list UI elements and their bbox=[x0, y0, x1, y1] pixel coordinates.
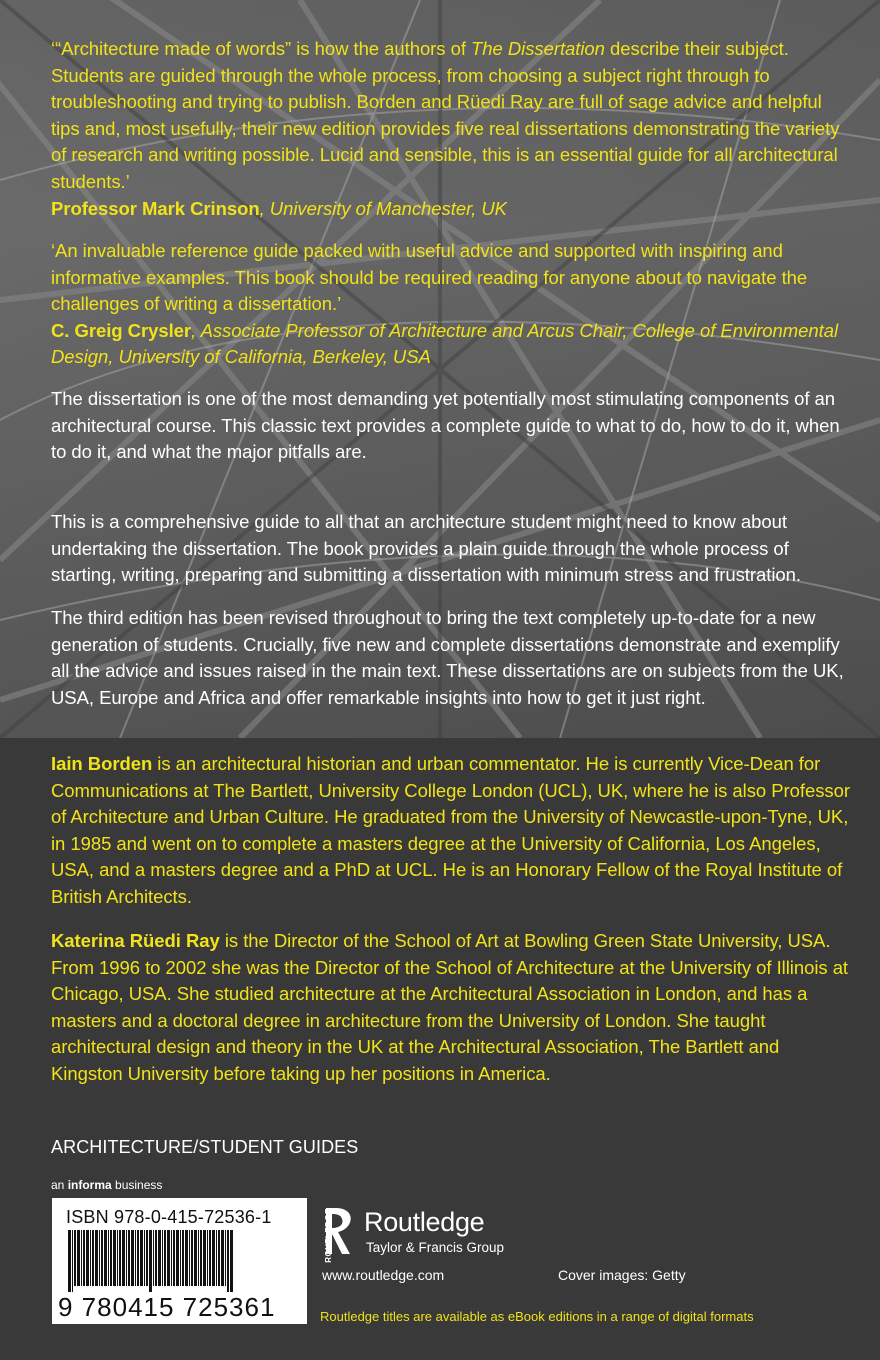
author-name: Katerina Rüedi Ray bbox=[51, 930, 220, 951]
cover-image-credits: Cover images: Getty bbox=[558, 1267, 686, 1283]
author-bio-text: is the Director of the School of Art at Bowling Green State University, USA. From 1996 to 2002 she was the Director of the School of Architecture at the University of Illinois at Chicago, USA. She studied architecture at the Architectural Association in London, and has a masters and a doctoral degree in architecture from the University of London. She taught architectural design and theory in the UK at the Architectural Association, The Bartlett and Kingston University before taking up her positions in America. bbox=[51, 930, 849, 1084]
description-paragraph-1: The dissertation is one of the most demanding yet potentially most stimulating components of an architectural course. This classic text provides a complete guide to what to do, how to do it, when to do it, and what the major pitfalls are. bbox=[51, 388, 840, 463]
subject-category: ARCHITECTURE/STUDENT GUIDES bbox=[51, 1137, 359, 1157]
description-paragraph-2: This is a comprehensive guide to all that an architecture student might need to know about undertaking the dissertation. The book provides a plain guide through the whole process of starting, writing, preparing and submitting a dissertation with minimum stress and frustration. bbox=[51, 511, 801, 586]
quote-text-start: ‘“Architecture made of words” is how the authors of bbox=[51, 38, 472, 59]
quote-text: ‘An invaluable reference guide packed with useful advice and supported with inspiring and informative examples. This book should be required reading for anyone about to navigate the challenges of writing a dissertation.’ bbox=[51, 240, 808, 315]
barcode-icon bbox=[68, 1230, 290, 1292]
informa-post: business bbox=[111, 1178, 163, 1192]
description-paragraph-3: The third edition has been revised throughout to bring the text completely up-to-date for a new generation of students. Crucially, five new and complete dissertations demonstrate and exemplify all the advice and issues raised in the main text. These dissertations are on subjects from the UK, USA, Europe and Africa and offer remarkable insights into how to get it just right. bbox=[51, 607, 844, 708]
author-bio-text: is an architectural historian and urban commentator. He is currently Vice-Dean for Communications at The Bartlett, University College London (UCL), UK, where he is also Professor of Architecture and Urban Culture. He graduated from the University of Newcastle-upon-Tyne, UK, in 1985 and went on to complete a masters degree at the University of California, Los Angeles, USA, and a masters degree and a PhD at UCL. He is an Honorary Fellow of the Royal Institute of British Architects. bbox=[51, 753, 850, 907]
informa-pre: an bbox=[51, 1178, 68, 1192]
quote-author: Professor Mark Crinson bbox=[51, 197, 260, 219]
author-bio-borden bbox=[51, 751, 851, 911]
informa-business-tag bbox=[51, 1178, 162, 1192]
quote-affiliation: , University of Manchester, UK bbox=[259, 197, 507, 219]
quote-author: C. Greig Crysler bbox=[51, 319, 192, 341]
publisher-name: Routledge bbox=[364, 1207, 485, 1237]
isbn-label: ISBN 978-0-415-72536-1 bbox=[66, 1207, 272, 1227]
routledge-vertical-wordmark: ROUTLEDGE bbox=[324, 1208, 333, 1263]
author-name: Iain Borden bbox=[51, 753, 153, 774]
author-bio-ruedi-ray bbox=[51, 928, 851, 1088]
review-quote-crysler bbox=[51, 238, 851, 371]
isbn-digits: 9 780415 725361 bbox=[58, 1292, 276, 1322]
book-title: The Dissertation bbox=[471, 38, 605, 59]
quote-affiliation: , Associate Professor of Architecture and Arcus Chair, College of Environmental Design, University of California, Berkeley, USA bbox=[51, 319, 839, 368]
informa-brand: informa bbox=[67, 1178, 112, 1192]
publisher-group: Taylor & Francis Group bbox=[366, 1240, 505, 1255]
ebook-availability-note: Routledge titles are available as eBook editions in a range of digital formats bbox=[320, 1309, 754, 1324]
publisher-website: www.routledge.com bbox=[322, 1267, 445, 1283]
quote-text-end: describe their subject. Students are guided through the whole process, from choosing a subject right through to troubleshooting and trying to publish. Borden and Rüedi Ray are full of sage advice and helpful tips and, most usefully, their new edition provides five real dissertations demonstrating the variety of research and writing possible. Lucid and sensible, this is an essential guide for all architectural students.’ bbox=[51, 38, 840, 192]
review-quote-crinson bbox=[51, 36, 851, 222]
isbn-barcode-box bbox=[52, 1198, 307, 1324]
